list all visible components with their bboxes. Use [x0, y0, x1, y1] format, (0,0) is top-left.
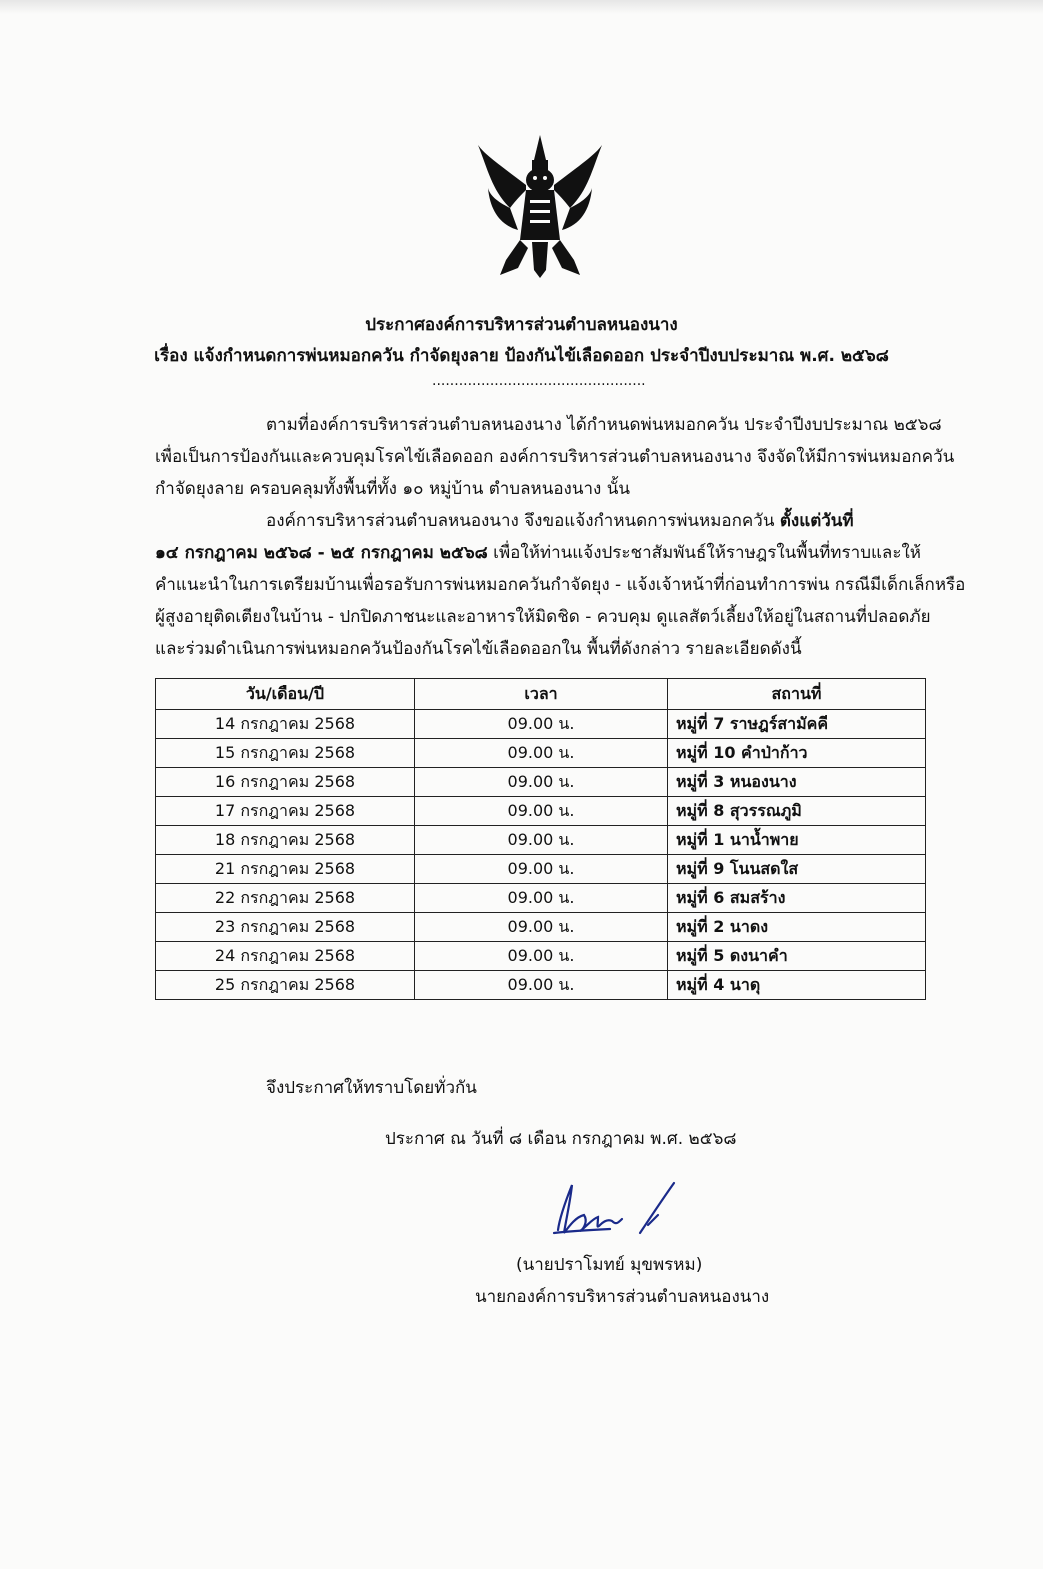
scan-edge-shadow [0, 0, 1043, 14]
paragraph-2-text: องค์การบริหารส่วนตำบลหนองนาง จึงขอแจ้งกำหนดการพ่นหมอกควัน [266, 511, 780, 531]
row-time: 09.00 น. [415, 768, 668, 797]
announce-date: ประกาศ ณ วันที่ ๘ เดือน กรกฎาคม พ.ศ. ๒๕๖๘ [385, 1129, 737, 1149]
row-date: 22 กรกฎาคม 2568 [156, 884, 415, 913]
row-place: หมู่ที่ 2 นาดง [668, 913, 926, 942]
paragraph-1-line-1: ตามที่องค์การบริหารส่วนตำบลหนองนาง ได้กำหนดพ่นหมอกควัน ประจำปีงบประมาณ ๒๕๖๘ [266, 415, 942, 435]
table-row [156, 884, 926, 913]
paragraph-2-line-5: และร่วมดำเนินการพ่นหมอกควันป้องกันโรคไข้เลือดออกใน พื้นที่ดังกล่าว รายละเอียดดังนี้ [155, 639, 802, 659]
signer-title: นายกองค์การบริหารส่วนตำบลหนองนาง [475, 1287, 770, 1307]
row-time: 09.00 น. [415, 826, 668, 855]
row-time: 09.00 น. [415, 710, 668, 739]
row-date: 15 กรกฎาคม 2568 [156, 739, 415, 768]
schedule-table [155, 678, 926, 1000]
row-place: หมู่ที่ 3 หนองนาง [668, 768, 926, 797]
title-divider: ................................................ [432, 373, 646, 389]
row-time: 09.00 น. [415, 942, 668, 971]
date-range: ๑๔ กรกฎาคม ๒๕๖๘ - ๒๕ กรกฎาคม ๒๕๖๘ [155, 543, 488, 563]
table-row [156, 797, 926, 826]
table-row [156, 971, 926, 1000]
paragraph-2-line-2 [155, 545, 921, 562]
row-date: 25 กรกฎาคม 2568 [156, 971, 415, 1000]
row-place: หมู่ที่ 10 คำป่าก้าว [668, 739, 926, 768]
table-row [156, 739, 926, 768]
table-row [156, 768, 926, 797]
garuda-emblem-icon [470, 130, 610, 280]
announce-closing: จึงประกาศให้ทราบโดยทั่วกัน [266, 1078, 477, 1098]
row-place: หมู่ที่ 9 โนนสดใส [668, 855, 926, 884]
paragraph-1-line-3: กำจัดยุงลาย ครอบคลุมทั้งพื้นที่ทั้ง ๑๐ หมู่บ้าน ตำบลหนองนาง นั้น [155, 479, 630, 499]
row-time: 09.00 น. [415, 797, 668, 826]
announcement-title: ประกาศองค์การบริหารส่วนตำบลหนองนาง [365, 315, 678, 335]
row-place: หมู่ที่ 1 นาน้ำพาย [668, 826, 926, 855]
row-time: 09.00 น. [415, 855, 668, 884]
table-row [156, 942, 926, 971]
table-row [156, 913, 926, 942]
schedule-table-body [156, 710, 926, 1000]
row-date: 23 กรกฎาคม 2568 [156, 913, 415, 942]
paragraph-2-text-cont: เพื่อให้ท่านแจ้งประชาสัมพันธ์ให้ราษฎรในพื้นที่ทราบและให้ [487, 543, 921, 563]
row-date: 14 กรกฎาคม 2568 [156, 710, 415, 739]
header-time: เวลา [415, 679, 668, 710]
row-place: หมู่ที่ 4 นาดุ [668, 971, 926, 1000]
table-row [156, 826, 926, 855]
row-place: หมู่ที่ 8 สุวรรณภูมิ [668, 797, 926, 826]
header-date: วัน/เดือน/ปี [156, 679, 415, 710]
row-date: 21 กรกฎาคม 2568 [156, 855, 415, 884]
row-date: 18 กรกฎาคม 2568 [156, 826, 415, 855]
start-date-label: ตั้งแต่วันที่ [779, 511, 854, 531]
row-date: 24 กรกฎาคม 2568 [156, 942, 415, 971]
row-date: 17 กรกฎาคม 2568 [156, 797, 415, 826]
header-place: สถานที่ [668, 679, 926, 710]
row-time: 09.00 น. [415, 739, 668, 768]
row-time: 09.00 น. [415, 913, 668, 942]
paragraph-2-line-3: คำแนะนำในการเตรียมบ้านเพื่อรอรับการพ่นหมอกควันกำจัดยุง - แจ้งเจ้าหน้าที่ก่อนทำการพ่น กรณีมีเด็กเล็กหรือ [155, 575, 966, 595]
row-place: หมู่ที่ 6 สมสร้าง [668, 884, 926, 913]
handwritten-signature [540, 1175, 690, 1245]
row-time: 09.00 น. [415, 884, 668, 913]
row-time: 09.00 น. [415, 971, 668, 1000]
table-row [156, 855, 926, 884]
announcement-subject: เรื่อง แจ้งกำหนดการพ่นหมอกควัน กำจัดยุงลาย ป้องกันไข้เลือดออก ประจำปีงบประมาณ พ.ศ. ๒๕๖๘ [154, 346, 889, 366]
paragraph-1-line-2: เพื่อเป็นการป้องกันและควบคุมโรคไข้เลือดออก องค์การบริหารส่วนตำบลหนองนาง จึงจัดให้มีการพ่นหมอกควัน [155, 447, 955, 467]
table-header-row [156, 679, 926, 710]
row-place: หมู่ที่ 5 ดงนาคำ [668, 942, 926, 971]
row-place: หมู่ที่ 7 ราษฎร์สามัคคี [668, 710, 926, 739]
table-row [156, 710, 926, 739]
signer-name: (นายปราโมทย์ มุขพรหม) [516, 1255, 703, 1275]
row-date: 16 กรกฎาคม 2568 [156, 768, 415, 797]
paragraph-2-line-4: ผู้สูงอายุติดเตียงในบ้าน - ปกปิดภาชนะและอาหารให้มิดชิด - ควบคุม ดูแลสัตว์เลี้ยงให้อยู่ในสถานที่ปลอดภัย [155, 607, 931, 627]
paragraph-2-line-1 [266, 513, 854, 530]
